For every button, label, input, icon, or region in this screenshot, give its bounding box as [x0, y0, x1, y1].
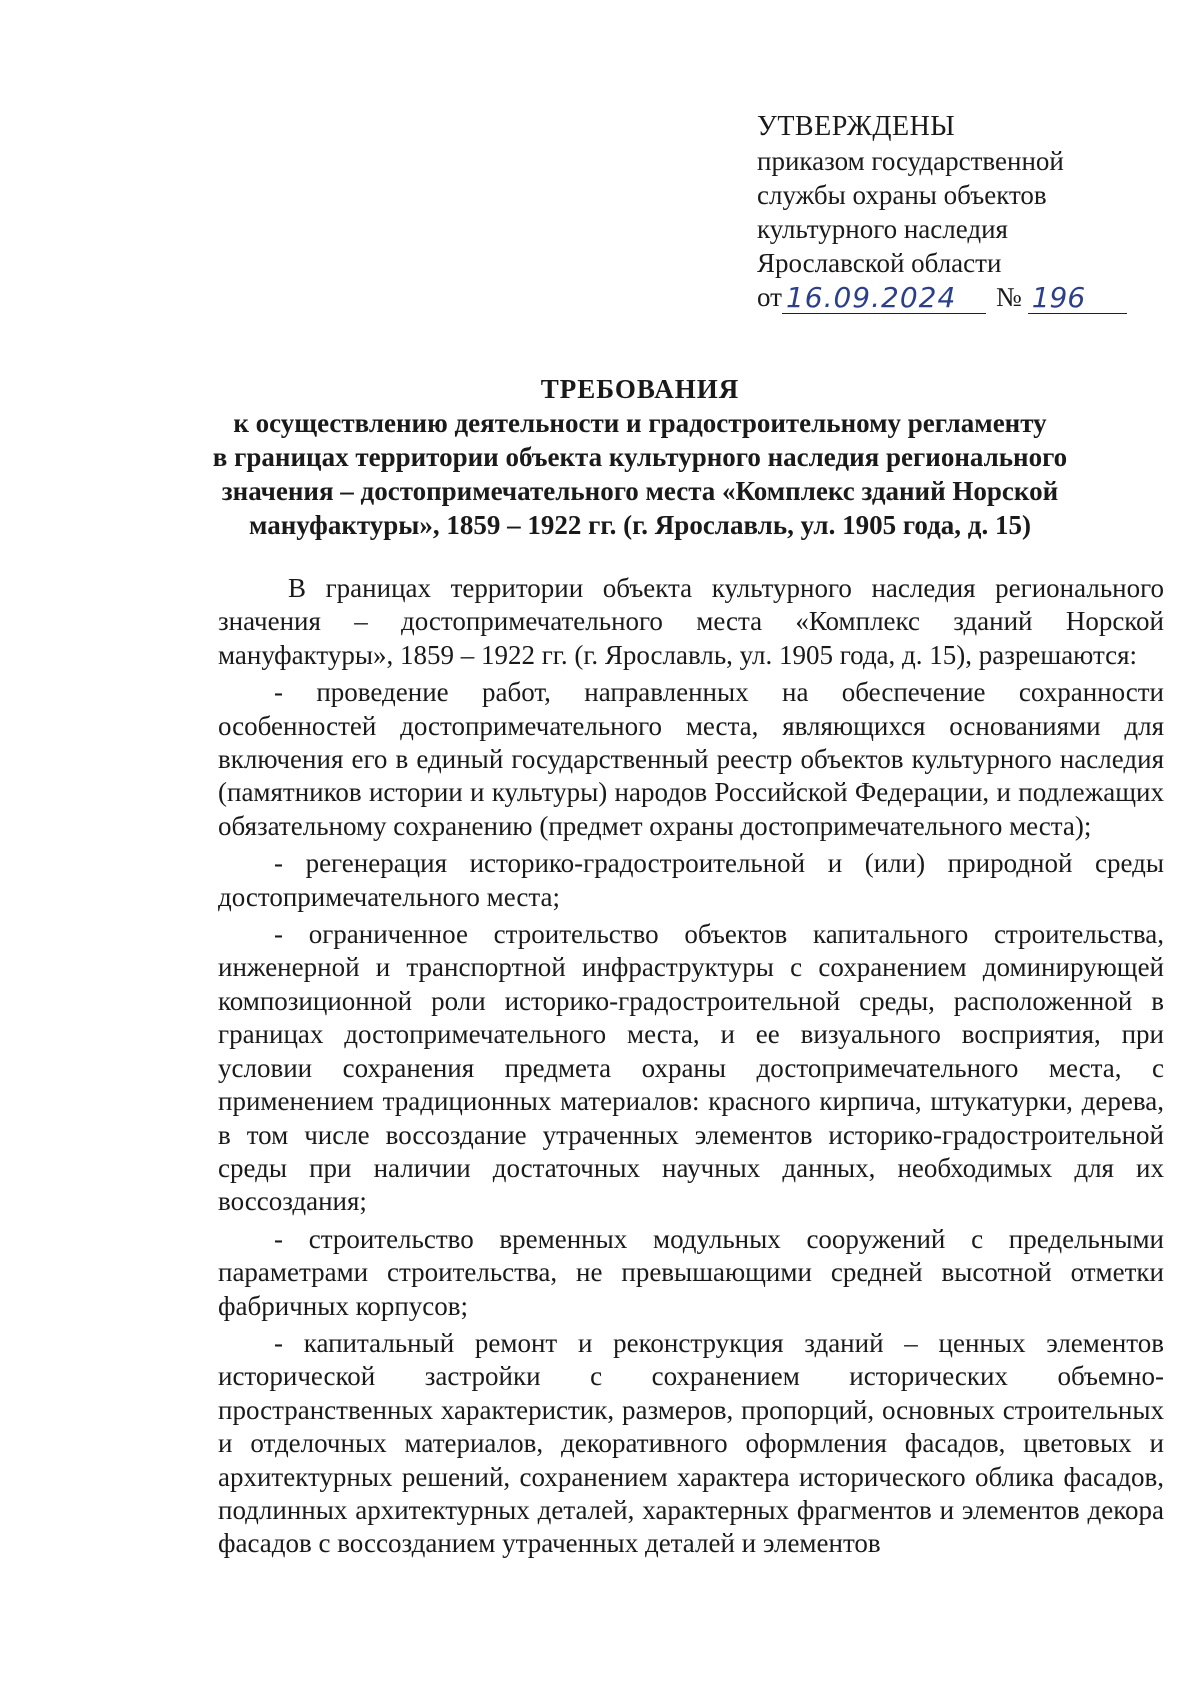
approval-heading: УТВЕРЖДЕНЫ — [757, 111, 956, 142]
date-prefix: от — [757, 282, 782, 312]
title-line: к осуществлению деятельности и градостроительному регламенту — [233, 408, 1047, 438]
approval-block — [757, 110, 1157, 314]
list-item: - строительство временных модульных сооружений с предельными параметрами строительства, не превышающими средней высотной отметки фабричных корпусов; — [218, 1223, 1164, 1321]
document-title — [160, 372, 1120, 542]
number-prefix: № — [995, 282, 1022, 312]
title-main: ТРЕБОВАНИЯ — [540, 374, 740, 404]
approval-line: Ярославской области — [757, 248, 1002, 278]
list-item: - капитальный ремонт и реконструкция зданий – ценных элементов исторической застройки с сохранением исторических объемно-пространственных характеристик, размеров, пропорций, основных строительных и отделочных материалов, декоративного оформления фасадов, цветовых и архитектурных решений, сохранением характера исторического облика фасадов, подлинных архитектурных деталей, характерных фрагментов и элементов декора фасадов с воссозданием утраченных деталей и элементов — [218, 1327, 1164, 1559]
list-item: - ограниченное строительство объектов капитального строительства, инженерной и транспортной инфраструктуры с сохранением доминирующей композиционной роли историко-градостроительной среды, расположенной в границах достопримечательного места, и ее визуального восприятия, при условии сохранения предмета охраны достопримечательного места, с применением традиционных материалов: красного кирпича, штукатурки, дерева, в том числе воссоздание утраченных элементов историко-градостроительной среды при наличии достаточных научных данных, необходимых для их воссоздания; — [218, 919, 1164, 1217]
approval-line: службы охраны объектов — [757, 180, 1047, 210]
list-item: - проведение работ, направленных на обеспечение сохранности особенностей достопримечательного места, являющихся основаниями для включения его в единый государственный реестр объектов культурного наследия (памятников истории и культуры) народов Российской Федерации, и подлежащих обязательному сохранению (предмет охраны достопримечательного места); — [218, 677, 1164, 841]
approval-line: приказом государственной — [757, 146, 1064, 176]
approval-line: культурного наследия — [757, 214, 1008, 244]
handwritten-date: 16.09.2024 — [782, 283, 986, 314]
title-line: значения – достопримечательного места «Комплекс зданий Норской — [221, 476, 1059, 506]
list-item: - регенерация историко-градостроительной и (или) природной среды достопримечательного места; — [218, 848, 1164, 912]
intro-paragraph: В границах территории объекта культурного наследия регионального значения – достопримечательного места «Комплекс зданий Норской мануфактуры», 1859 – 1922 гг. (г. Ярославль, ул. 1905 года, д. 15), разрешаются: — [218, 573, 1164, 670]
title-line: мануфактуры», 1859 – 1922 гг. (г. Ярославль, ул. 1905 года, д. 15) — [249, 510, 1031, 540]
handwritten-number: 196 — [1028, 283, 1127, 314]
document-body — [218, 572, 1164, 1561]
order-date-number-row — [757, 280, 1157, 314]
title-line: в границах территории объекта культурного наследия регионального — [212, 442, 1068, 472]
